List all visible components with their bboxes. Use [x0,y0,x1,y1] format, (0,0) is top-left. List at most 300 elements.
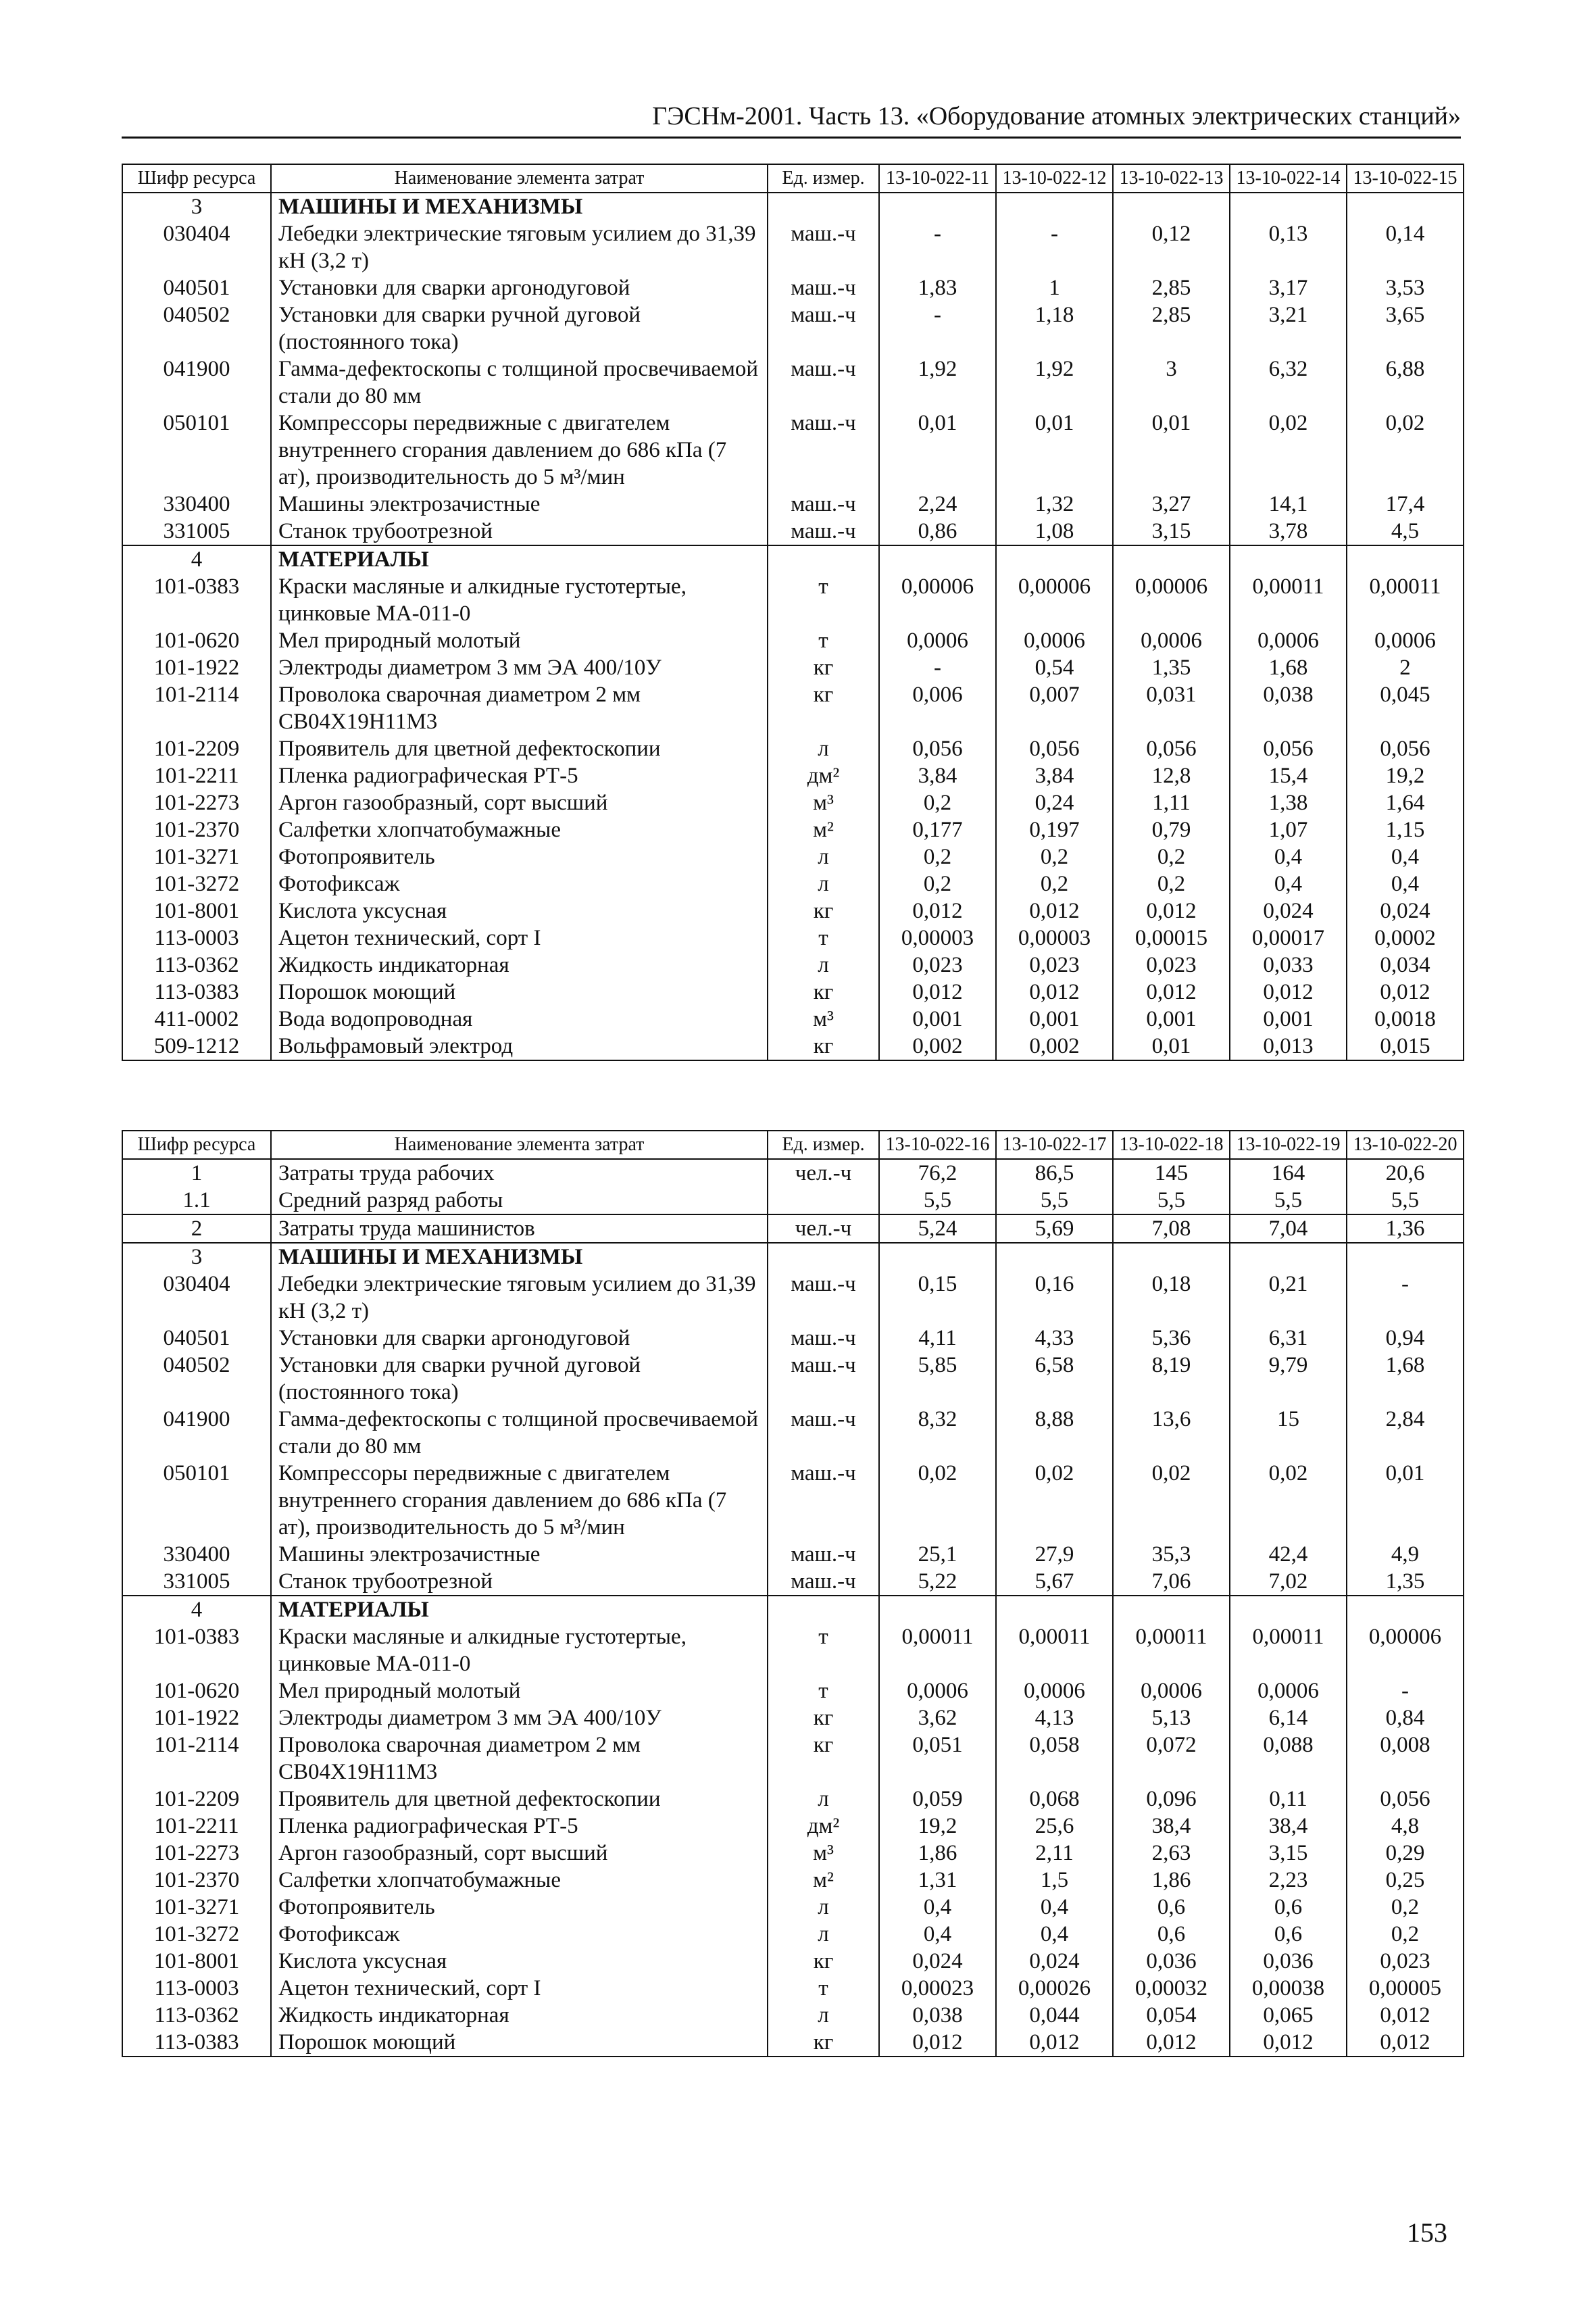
value-cell: 0,001 [996,1006,1113,1033]
resource-name-cell: Порошок моющий [271,979,768,1006]
table-row [122,1867,1464,1894]
resource-name-cell: МАШИНЫ И МЕХАНИЗМЫ [271,193,768,220]
value-cell: 0,0006 [996,627,1113,654]
resource-name-cell: Машины электрозачистные [271,491,768,518]
value-cell: 3,17 [1230,274,1347,301]
table-row [122,897,1464,925]
resource-name-cell: Проволока сварочная диаметром 2 мм СВ04Х19Н11М3 [271,1731,768,1786]
unit-cell: маш.-ч [768,301,879,355]
value-cell: 0,038 [1230,681,1347,735]
table-row [122,2002,1464,2029]
value-cell: 0,02 [1347,410,1464,491]
value-cell: 0,00006 [879,573,996,627]
value-cell: 0,00005 [1347,1975,1464,2002]
table-row [122,1033,1464,1060]
value-cell: 0,0006 [1113,627,1230,654]
value-cell [996,1596,1113,1623]
resource-code-cell: 113-0362 [122,952,271,979]
resource-name-cell: Затраты труда рабочих [271,1159,768,1187]
resource-code-cell: 2 [122,1214,271,1243]
resource-name-cell: Мел природный молотый [271,627,768,654]
resource-name-cell: Станок трубоотрезной [271,1568,768,1596]
table-row [122,1406,1464,1460]
value-cell: 0,2 [879,789,996,816]
value-cell: 0,00011 [879,1623,996,1677]
resource-code-cell: 041900 [122,1406,271,1460]
value-cell: 25,1 [879,1541,996,1568]
value-cell: 0,00006 [1113,573,1230,627]
value-cell: 3 [1113,355,1230,410]
unit-cell: кг [768,1731,879,1786]
resource-code-cell: 050101 [122,410,271,491]
value-cell: 0,072 [1113,1731,1230,1786]
value-cell: 19,2 [879,1813,996,1840]
table-row [122,1894,1464,1921]
value-cell: 15 [1230,1406,1347,1460]
table-row [122,1352,1464,1406]
value-cell: 0,29 [1347,1840,1464,1867]
value-cell [996,193,1113,220]
unit-cell: кг [768,979,879,1006]
unit-cell: кг [768,2029,879,2057]
value-cell: 0,0006 [1230,627,1347,654]
value-cell: 0,177 [879,816,996,843]
value-cell [1113,193,1230,220]
value-cell: 38,4 [1113,1813,1230,1840]
value-cell: 0,012 [1347,2029,1464,2057]
value-cell: 5,22 [879,1568,996,1596]
column-header: 13-10-022-18 [1113,1131,1230,1159]
value-cell: 5,5 [1347,1187,1464,1214]
unit-cell: л [768,1894,879,1921]
unit-cell: маш.-ч [768,355,879,410]
table-row [122,654,1464,681]
value-cell: 27,9 [996,1541,1113,1568]
value-cell: 3,84 [879,762,996,789]
value-cell: 1,35 [1347,1568,1464,1596]
resource-code-cell: 040502 [122,301,271,355]
value-cell: 1,08 [996,518,1113,545]
value-cell: 0,0006 [1347,627,1464,654]
value-cell: 0,02 [996,1460,1113,1541]
value-cell: 8,19 [1113,1352,1230,1406]
value-cell: 0,86 [879,518,996,545]
value-cell: 0,006 [879,681,996,735]
value-cell: 0,11 [1230,1786,1347,1813]
unit-cell: маш.-ч [768,220,879,274]
value-cell: 1,32 [996,491,1113,518]
value-cell: 3,15 [1113,518,1230,545]
value-cell [996,1243,1113,1271]
resource-name-cell: Вольфрамовый электрод [271,1033,768,1060]
value-cell: 0,2 [996,843,1113,870]
value-cell: 0,4 [879,1921,996,1948]
table-row [122,518,1464,545]
value-cell: 2,23 [1230,1867,1347,1894]
value-cell: 25,6 [996,1813,1113,1840]
value-cell: 7,02 [1230,1568,1347,1596]
value-cell: 0,02 [1230,1460,1347,1541]
unit-cell: маш.-ч [768,1568,879,1596]
table-row [122,843,1464,870]
value-cell: 0,0006 [1230,1677,1347,1704]
value-cell: 1,64 [1347,789,1464,816]
resource-name-cell: Средний разряд работы [271,1187,768,1214]
value-cell: 0,012 [1113,897,1230,925]
value-cell [879,1596,996,1623]
value-cell: 1,68 [1230,654,1347,681]
value-cell: 0,00038 [1230,1975,1347,2002]
value-cell: 0,84 [1347,1704,1464,1731]
resource-code-cell: 101-2114 [122,681,271,735]
value-cell: 13,6 [1113,1406,1230,1460]
resource-name-cell: Установки для сварки аргонодуговой [271,274,768,301]
value-cell: 0,2 [996,870,1113,897]
resource-name-cell: Мел природный молотый [271,1677,768,1704]
value-cell: 2,85 [1113,301,1230,355]
value-cell: 0,01 [1347,1460,1464,1541]
resource-name-cell: Компрессоры передвижные с двигателем внутреннего сгорания давлением до 686 кПа (7 ат), производительность до 5 м³/мин [271,1460,768,1541]
resource-name-cell: Гамма-дефектоскопы с толщиной просвечиваемой стали до 80 мм [271,355,768,410]
unit-cell: маш.-ч [768,1271,879,1325]
value-cell: 12,8 [1113,762,1230,789]
unit-cell: чел.-ч [768,1159,879,1187]
resource-code-cell: 4 [122,545,271,573]
value-cell: 0,033 [1230,952,1347,979]
value-cell: 0,024 [879,1948,996,1975]
value-cell: 1,38 [1230,789,1347,816]
value-cell: 0,056 [1347,1786,1464,1813]
resource-code-cell: 101-2209 [122,1786,271,1813]
resource-name-cell: Ацетон технический, сорт I [271,925,768,952]
table-row [122,301,1464,355]
resource-name-cell: Фотопроявитель [271,843,768,870]
value-cell: 4,8 [1347,1813,1464,1840]
unit-cell: маш.-ч [768,1325,879,1352]
value-cell: 2,84 [1347,1406,1464,1460]
unit-cell: м³ [768,1006,879,1033]
resource-name-cell: Установки для сварки ручной дуговой (постоянного тока) [271,301,768,355]
resource-name-cell: Краски масляные и алкидные густотертые, цинковые МА-011-0 [271,573,768,627]
value-cell: 0,6 [1230,1921,1347,1948]
value-cell: 0,096 [1113,1786,1230,1813]
value-cell: 35,3 [1113,1541,1230,1568]
column-header: Ед. измер. [768,1131,879,1159]
value-cell [1347,545,1464,573]
value-cell: 0,012 [1113,979,1230,1006]
table-row [122,1460,1464,1541]
section-row [122,193,1464,220]
value-cell: 6,58 [996,1352,1113,1406]
value-cell: 6,14 [1230,1704,1347,1731]
value-cell: 2,85 [1113,274,1230,301]
unit-cell: м³ [768,1840,879,1867]
resource-name-cell: Жидкость индикаторная [271,2002,768,2029]
value-cell: 4,5 [1347,518,1464,545]
resource-code-cell: 331005 [122,518,271,545]
resource-name-cell: Аргон газообразный, сорт высший [271,1840,768,1867]
table-row [122,1704,1464,1731]
value-cell: 0,036 [1113,1948,1230,1975]
value-cell: 0,00023 [879,1975,996,2002]
value-cell: 0,12 [1113,220,1230,274]
value-cell [1113,1243,1230,1271]
table-row [122,491,1464,518]
value-cell: 0,00032 [1113,1975,1230,2002]
value-cell: 1,92 [879,355,996,410]
value-cell: 0,2 [879,843,996,870]
value-cell: 9,79 [1230,1352,1347,1406]
table-row [122,789,1464,816]
table-row [122,355,1464,410]
value-cell: 1,18 [996,301,1113,355]
value-cell: 0,4 [996,1921,1113,1948]
value-cell: 0,2 [1113,870,1230,897]
column-header: 13-10-022-16 [879,1131,996,1159]
resource-name-cell: Фотофиксаж [271,870,768,897]
value-cell: 4,13 [996,1704,1113,1731]
resource-code-cell: 3 [122,193,271,220]
unit-cell: т [768,1677,879,1704]
value-cell: - [996,220,1113,274]
unit-cell: маш.-ч [768,491,879,518]
value-cell: 0,007 [996,681,1113,735]
value-cell: 3,78 [1230,518,1347,545]
value-cell: 0,00011 [1230,1623,1347,1677]
value-cell: 0,00011 [996,1623,1113,1677]
unit-cell: чел.-ч [768,1214,879,1243]
value-cell: 0,0006 [879,627,996,654]
column-header: 13-10-022-14 [1230,164,1347,193]
value-cell: 0,054 [1113,2002,1230,2029]
value-cell: 0,045 [1347,681,1464,735]
value-cell: 0,94 [1347,1325,1464,1352]
unit-cell: м³ [768,789,879,816]
value-cell: 0,001 [1113,1006,1230,1033]
table-row [122,1187,1464,1214]
table-row [122,1541,1464,1568]
value-cell: 0,044 [996,2002,1113,2029]
unit-cell: т [768,1623,879,1677]
value-cell: 38,4 [1230,1813,1347,1840]
column-header: 13-10-022-12 [996,164,1113,193]
value-cell: 0,4 [1347,843,1464,870]
unit-cell: кг [768,681,879,735]
resource-code-cell: 101-1922 [122,654,271,681]
value-cell: 0,16 [996,1271,1113,1325]
resource-name-cell: Проявитель для цветной дефектоскопии [271,1786,768,1813]
value-cell [879,545,996,573]
resource-code-cell: 101-0620 [122,627,271,654]
value-cell [1230,1243,1347,1271]
resource-name-cell: Кислота уксусная [271,1948,768,1975]
value-cell: 2,24 [879,491,996,518]
table-row [122,627,1464,654]
value-cell: 0,01 [1113,1033,1230,1060]
resource-name-cell: Электроды диаметром 3 мм ЭА 400/10У [271,1704,768,1731]
value-cell: 8,32 [879,1406,996,1460]
value-cell: 5,85 [879,1352,996,1406]
unit-cell: маш.-ч [768,518,879,545]
value-cell: 0,6 [1113,1921,1230,1948]
value-cell: - [879,654,996,681]
unit-cell: л [768,1921,879,1948]
resource-name-cell: Станок трубоотрезной [271,518,768,545]
resource-code-cell: 101-2273 [122,789,271,816]
unit-cell: кг [768,1948,879,1975]
value-cell: 42,4 [1230,1541,1347,1568]
table-row [122,870,1464,897]
resource-name-cell: Гамма-дефектоскопы с толщиной просвечиваемой стали до 80 мм [271,1406,768,1460]
resource-code-cell: 101-3271 [122,1894,271,1921]
value-cell: 0,2 [1347,1894,1464,1921]
value-cell: 0,088 [1230,1731,1347,1786]
value-cell: 5,24 [879,1214,996,1243]
value-cell: 0,012 [879,2029,996,2057]
resource-name-cell: Кислота уксусная [271,897,768,925]
value-cell: 0,4 [996,1894,1113,1921]
unit-cell: т [768,573,879,627]
value-cell: 4,9 [1347,1541,1464,1568]
resource-code-cell: 101-8001 [122,897,271,925]
value-cell: 0,059 [879,1786,996,1813]
unit-cell: маш.-ч [768,1352,879,1406]
value-cell: 7,08 [1113,1214,1230,1243]
value-cell: 1,36 [1347,1214,1464,1243]
value-cell: 164 [1230,1159,1347,1187]
value-cell: 0,4 [879,1894,996,1921]
value-cell: 6,31 [1230,1325,1347,1352]
value-cell: 0,01 [879,410,996,491]
column-header: 13-10-022-13 [1113,164,1230,193]
value-cell: 0,4 [1230,870,1347,897]
value-cell: 0,001 [879,1006,996,1033]
table-row [122,274,1464,301]
value-cell: 0,02 [879,1460,996,1541]
resource-name-cell: Проявитель для цветной дефектоскопии [271,735,768,762]
value-cell: 7,04 [1230,1214,1347,1243]
table-row [122,762,1464,789]
norms-table-2 [122,1130,1464,2057]
value-cell: 3,62 [879,1704,996,1731]
value-cell: 0,79 [1113,816,1230,843]
value-cell: 1,86 [879,1840,996,1867]
resource-code-cell: 101-3272 [122,1921,271,1948]
value-cell: 0,024 [996,1948,1113,1975]
value-cell: - [879,301,996,355]
value-cell: 1,68 [1347,1352,1464,1406]
table-row [122,979,1464,1006]
unit-cell: л [768,735,879,762]
resource-code-cell: 330400 [122,491,271,518]
page-number: 153 [1407,2217,1447,2248]
value-cell: 7,06 [1113,1568,1230,1596]
value-cell: 0,00026 [996,1975,1113,2002]
value-cell: 0,056 [1230,735,1347,762]
value-cell: 0,012 [996,2029,1113,2057]
resource-code-cell: 030404 [122,1271,271,1325]
value-cell: 3,84 [996,762,1113,789]
value-cell: 5,5 [1113,1187,1230,1214]
value-cell: 0,21 [1230,1271,1347,1325]
resource-code-cell: 040501 [122,1325,271,1352]
value-cell: 0,036 [1230,1948,1347,1975]
value-cell: - [1347,1271,1464,1325]
value-cell: 6,88 [1347,355,1464,410]
value-cell: 0,023 [1113,952,1230,979]
table-row [122,1840,1464,1867]
resource-name-cell: Установки для сварки ручной дуговой (постоянного тока) [271,1352,768,1406]
resource-name-cell: Салфетки хлопчатобумажные [271,816,768,843]
value-cell: 0,0006 [879,1677,996,1704]
value-cell: 0,038 [879,2002,996,2029]
table-row [122,1568,1464,1596]
table-row [122,1786,1464,1813]
resource-name-cell: Затраты труда машинистов [271,1214,768,1243]
unit-cell: л [768,870,879,897]
unit-cell: маш.-ч [768,1541,879,1568]
column-header: 13-10-022-11 [879,164,996,193]
value-cell: 1,5 [996,1867,1113,1894]
value-cell: 17,4 [1347,491,1464,518]
resource-code-cell: 1 [122,1159,271,1187]
column-header: Ед. измер. [768,164,879,193]
table-row [122,1325,1464,1352]
value-cell: 86,5 [996,1159,1113,1187]
resource-name-cell: МАШИНЫ И МЕХАНИЗМЫ [271,1243,768,1271]
value-cell: 0,15 [879,1271,996,1325]
resource-name-cell: Лебедки электрические тяговым усилием до 31,39 кН (3,2 т) [271,220,768,274]
table-row [122,952,1464,979]
value-cell: 0,001 [1230,1006,1347,1033]
value-cell: 0,00017 [1230,925,1347,952]
resource-name-cell: Фотофиксаж [271,1921,768,1948]
value-cell: 5,67 [996,1568,1113,1596]
resource-code-cell: 050101 [122,1460,271,1541]
unit-cell: дм² [768,762,879,789]
value-cell [1347,1243,1464,1271]
table-row [122,1623,1464,1677]
resource-name-cell: Жидкость индикаторная [271,952,768,979]
resource-name-cell: Вода водопроводная [271,1006,768,1033]
resource-code-cell: 4 [122,1596,271,1623]
value-cell: 0,00003 [996,925,1113,952]
unit-cell: маш.-ч [768,410,879,491]
value-cell: 0,01 [996,410,1113,491]
value-cell [1347,1596,1464,1623]
value-cell: 0,14 [1347,220,1464,274]
value-cell: 3,21 [1230,301,1347,355]
value-cell: 20,6 [1347,1159,1464,1187]
value-cell: 4,11 [879,1325,996,1352]
value-cell: 5,36 [1113,1325,1230,1352]
resource-name-cell: Салфетки хлопчатобумажные [271,1867,768,1894]
value-cell: 0,2 [1113,843,1230,870]
value-cell: 14,1 [1230,491,1347,518]
table-row [122,220,1464,274]
unit-cell: дм² [768,1813,879,1840]
unit-cell: л [768,952,879,979]
table-row [122,735,1464,762]
resource-code-cell: 509-1212 [122,1033,271,1060]
resource-code-cell: 101-3272 [122,870,271,897]
value-cell: 0,012 [1230,2029,1347,2057]
resource-name-cell: Пленка радиографическая РТ-5 [271,1813,768,1840]
value-cell [996,545,1113,573]
table-header-row [122,1131,1464,1159]
value-cell: 76,2 [879,1159,996,1187]
value-cell: 0,4 [1347,870,1464,897]
